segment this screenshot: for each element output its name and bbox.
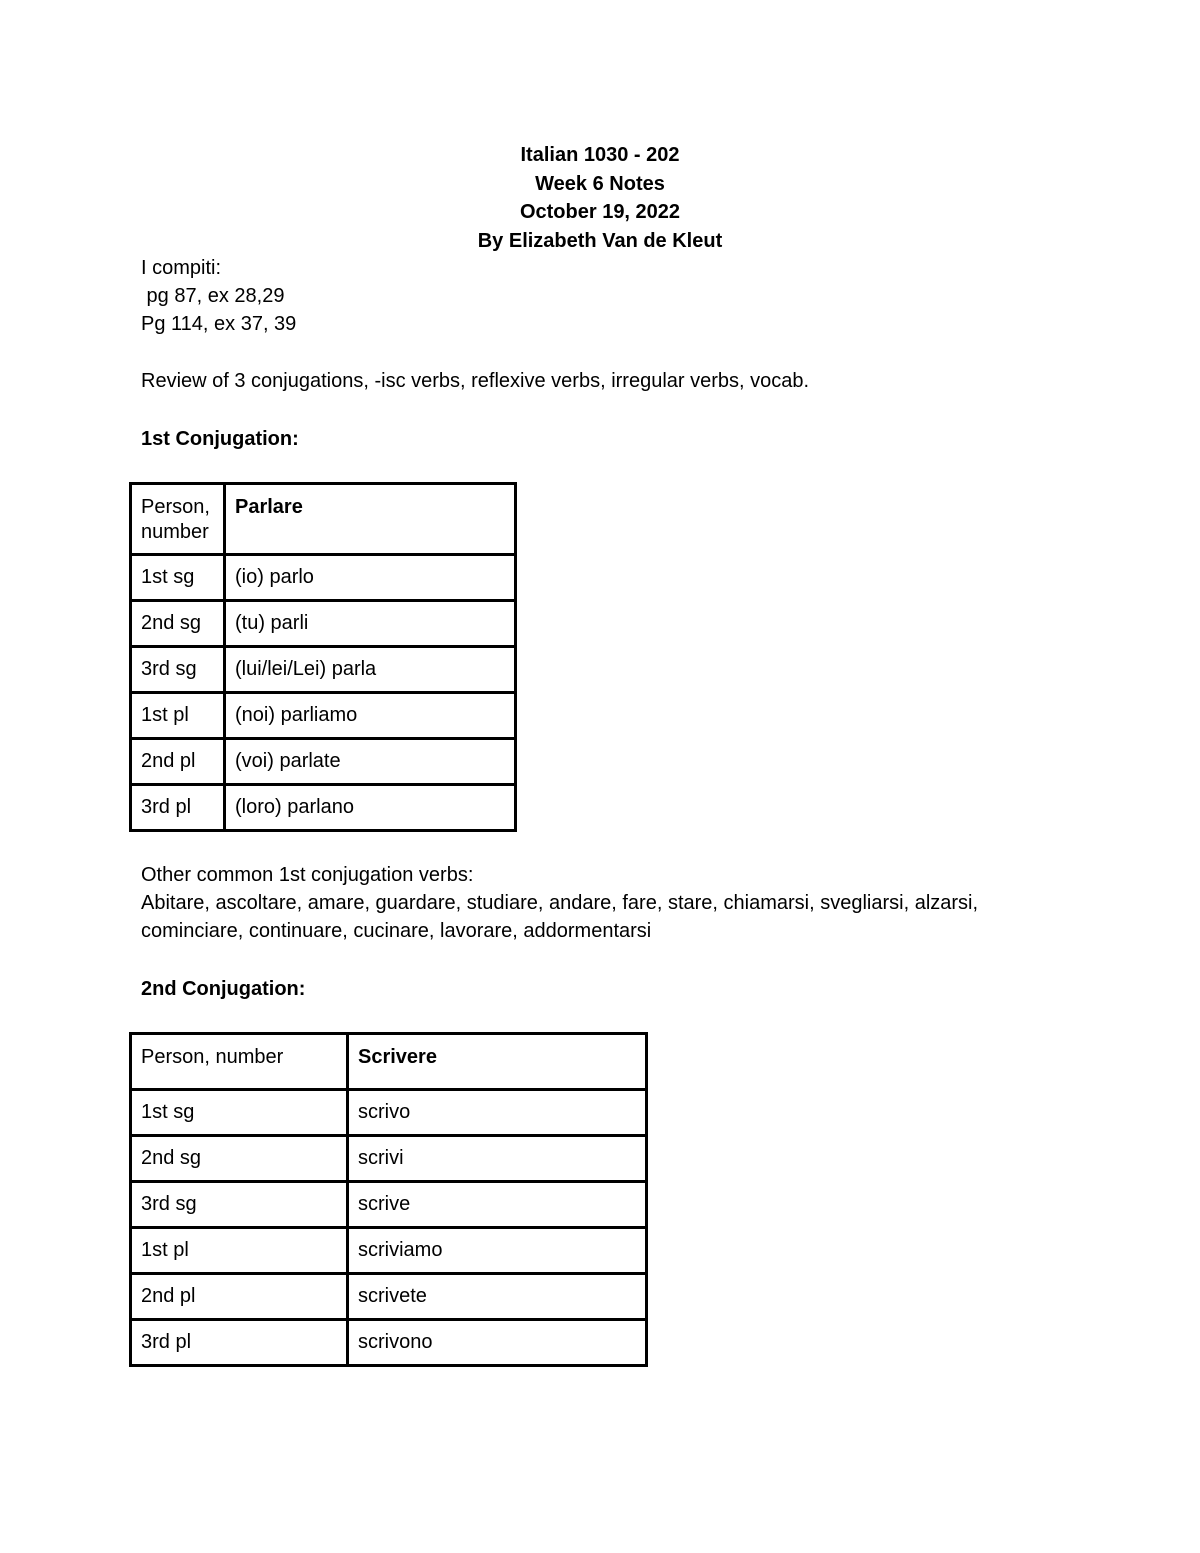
date-title: October 19, 2022 bbox=[519, 201, 681, 223]
form-cell: scrivete bbox=[348, 1274, 647, 1320]
table-row bbox=[131, 693, 516, 739]
homework-line: pg 87, ex 28,29 bbox=[141, 285, 285, 307]
table-row bbox=[131, 1136, 647, 1182]
table-row bbox=[131, 739, 516, 785]
table-row bbox=[131, 601, 516, 647]
header-verb-cell: Parlare bbox=[225, 484, 516, 555]
homework-label: I compiti: bbox=[141, 257, 222, 279]
form-cell: scrivo bbox=[348, 1090, 647, 1136]
table-row bbox=[131, 555, 516, 601]
review-summary: Review of 3 conjugations, -isc verbs, reflexive verbs, irregular verbs, vocab. bbox=[141, 370, 810, 392]
person-cell: 3rd pl bbox=[131, 785, 225, 831]
form-cell: (loro) parlano bbox=[225, 785, 516, 831]
person-cell: 2nd pl bbox=[131, 739, 225, 785]
second-conjugation-heading: 2nd Conjugation: bbox=[141, 978, 306, 1000]
table-row bbox=[131, 1228, 647, 1274]
scrivere-conjugation-table bbox=[129, 1032, 648, 1367]
form-cell: scrive bbox=[348, 1182, 647, 1228]
table-header-row bbox=[131, 484, 516, 555]
first-conjugation-heading: 1st Conjugation: bbox=[141, 428, 299, 450]
form-cell: (tu) parli bbox=[225, 601, 516, 647]
form-cell: (voi) parlate bbox=[225, 739, 516, 785]
document-header bbox=[0, 141, 1200, 255]
person-cell: 1st pl bbox=[131, 1228, 348, 1274]
form-cell: (io) parlo bbox=[225, 555, 516, 601]
table-row bbox=[131, 1182, 647, 1228]
author-title: By Elizabeth Van de Kleut bbox=[477, 229, 723, 252]
person-cell: 3rd pl bbox=[131, 1320, 348, 1366]
table-header-row bbox=[131, 1034, 647, 1090]
table-row bbox=[131, 785, 516, 831]
form-cell: (lui/lei/Lei) parla bbox=[225, 647, 516, 693]
person-cell: 2nd sg bbox=[131, 601, 225, 647]
person-cell: 3rd sg bbox=[131, 647, 225, 693]
other-verbs-list: cominciare, continuare, cucinare, lavorare, addormentarsi bbox=[141, 920, 652, 942]
table-row bbox=[131, 1274, 647, 1320]
person-cell: 1st sg bbox=[131, 1090, 348, 1136]
form-cell: scrivi bbox=[348, 1136, 647, 1182]
header-verb-cell: Scrivere bbox=[348, 1034, 647, 1090]
course-title: Italian 1030 - 202 bbox=[520, 144, 680, 166]
person-cell: 3rd sg bbox=[131, 1182, 348, 1228]
header-person-cell: Person, number bbox=[131, 484, 225, 555]
form-cell: scrivono bbox=[348, 1320, 647, 1366]
week-title: Week 6 Notes bbox=[535, 172, 665, 195]
other-verbs-label: Other common 1st conjugation verbs: bbox=[141, 864, 474, 886]
form-cell: (noi) parliamo bbox=[225, 693, 516, 739]
parlare-conjugation-table bbox=[129, 482, 517, 832]
other-verbs-list: Abitare, ascoltare, amare, guardare, studiare, andare, fare, stare, chiamarsi, svegliarsi, alzarsi, bbox=[141, 892, 979, 914]
person-cell: 2nd sg bbox=[131, 1136, 348, 1182]
header-person-cell: Person, number bbox=[131, 1034, 348, 1090]
person-cell: 1st sg bbox=[131, 555, 225, 601]
table-row bbox=[131, 1090, 647, 1136]
form-cell: scriviamo bbox=[348, 1228, 647, 1274]
table-row bbox=[131, 1320, 647, 1366]
person-cell: 1st pl bbox=[131, 693, 225, 739]
table-row bbox=[131, 647, 516, 693]
homework-line: Pg 114, ex 37, 39 bbox=[141, 313, 297, 335]
person-cell: 2nd pl bbox=[131, 1274, 348, 1320]
